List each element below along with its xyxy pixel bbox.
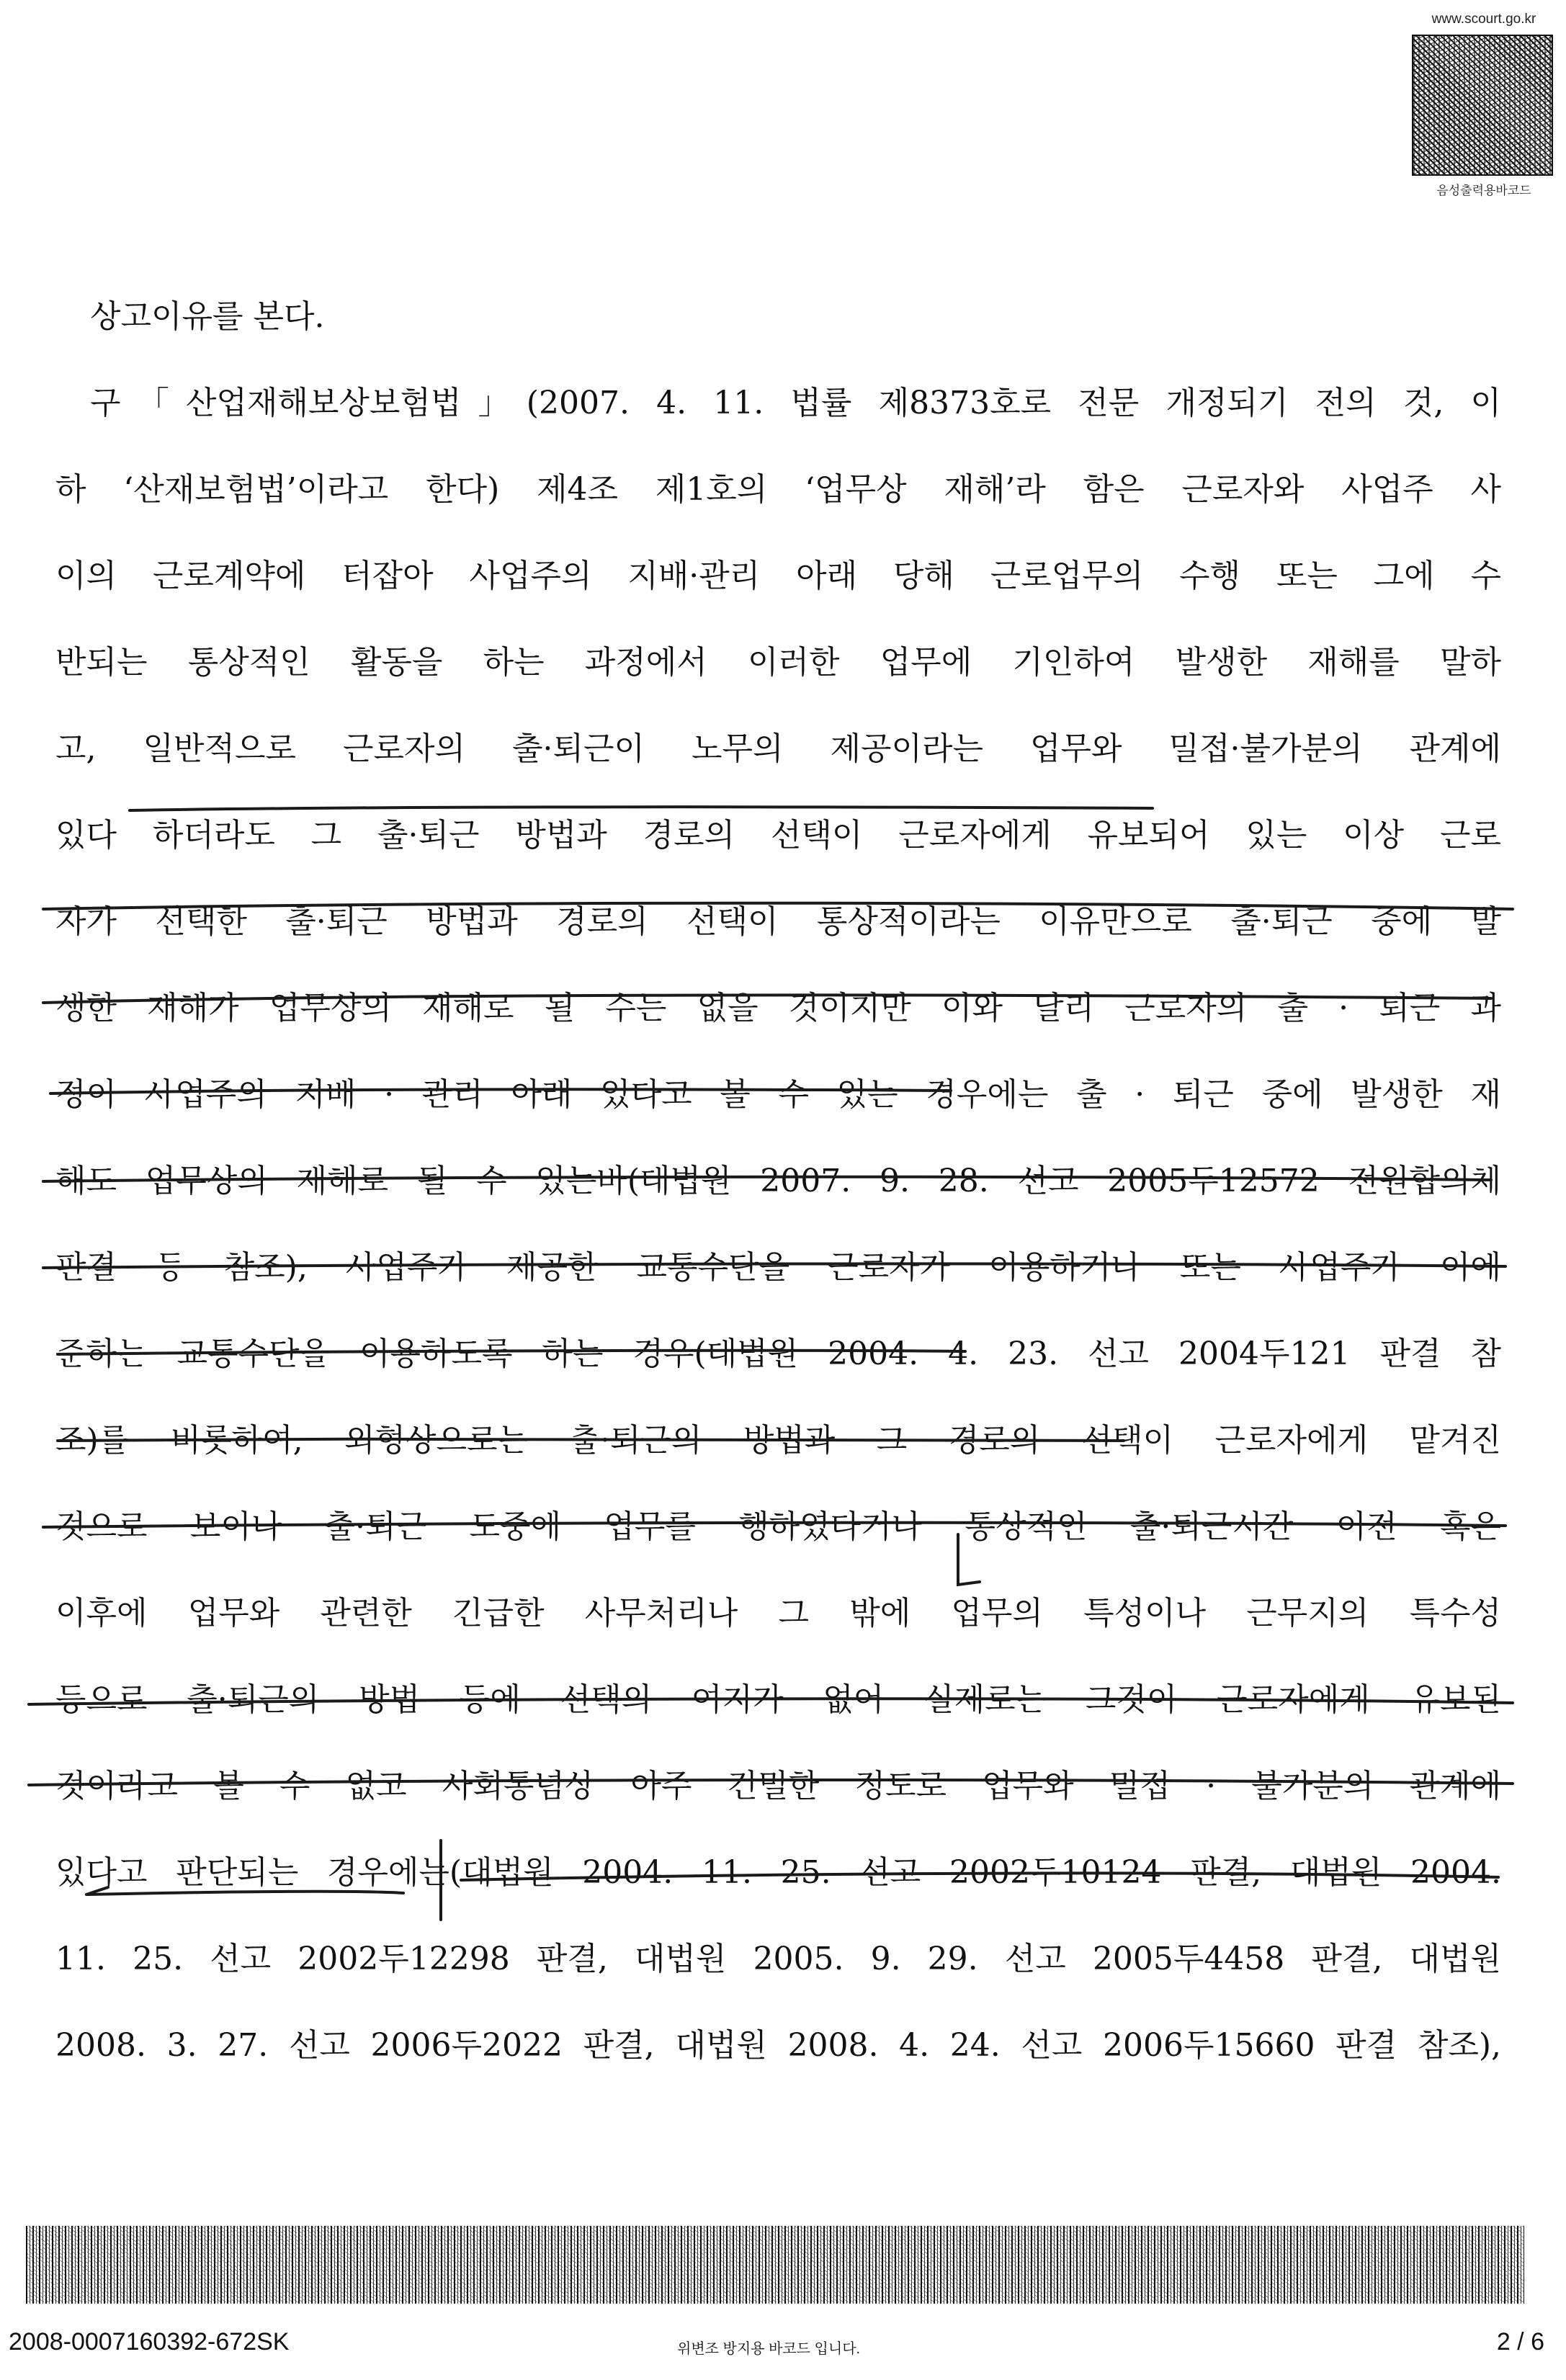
barcode-caption: 음성출력용바코드	[1436, 184, 1531, 197]
site-url: www.scourt.go.kr	[1431, 12, 1536, 27]
text-line: 생한 재해가 업무상의 재해로 될 수는 없을 것이지만 이와 달리 근로자의 출 · 퇴근 과	[55, 990, 1501, 1026]
audio-barcode-icon	[1412, 35, 1553, 176]
text-line: 있다고 판단되는 경우에는(대법원 2004. 11. 25. 선고 2002두10124 판결, 대법원 2004.	[55, 1854, 1501, 1891]
case-number: 2008-0007160392-672SK	[9, 2328, 290, 2356]
text-line: 등으로 출·퇴근의 방법 등에 선택의 여지가 없어 실제로는 그것이 근로자에게 유보된	[55, 1681, 1501, 1718]
text-line: 해도 업무상의 재해로 될 수 있는바(대법원 2007. 9. 28. 선고 2005두12572 전원합의체	[55, 1163, 1501, 1199]
text-line: 판결 등 참조), 사업주가 제공한 교통수단을 근로자가 이용하거나 또는 사업주가 이에	[55, 1249, 1501, 1286]
anti-forgery-barcode	[26, 2226, 1524, 2304]
text-line: 이후에 업무와 관련한 긴급한 사무처리나 그 밖에 업무의 특성이나 근무지의 특수성	[55, 1595, 1501, 1632]
page-number: 2 / 6	[1496, 2328, 1544, 2356]
text-line: 하 ‘산재보험법’이라고 한다) 제4조 제1호의 ‘업무상 재해’라 함은 근로자와 사업주 사	[55, 471, 1501, 508]
text-line: 구「산업재해보상보험법」(2007. 4. 11. 법률 제8373호로 전문 개정되기 전의 것, 이	[90, 385, 1501, 421]
text-line: 있다 하더라도 그 출·퇴근 방법과 경로의 선택이 근로자에게 유보되어 있는 이상 근로	[55, 817, 1501, 854]
text-line: 자가 선택한 출·퇴근 방법과 경로의 선택이 통상적이라는 이유만으로 출·퇴근 중에 발	[55, 903, 1501, 940]
text-line: 정이 사업주의 지배 · 관리 아래 있다고 볼 수 있는 경우에는 출 · 퇴근 중에 발생한 재	[55, 1076, 1501, 1113]
text-line: 것이라고 볼 수 없고 사회통념상 아주 긴밀한 정도로 업무와 밀접 · 불가분의 관계에	[55, 1768, 1501, 1804]
barcode-note: 위변조 방지용 바코드 입니다.	[677, 2341, 861, 2357]
text-line: 것으로 보이나 출·퇴근 도중에 업무를 행하였다거나 통상적인 출·퇴근시간 이전 혹은	[55, 1508, 1501, 1545]
text-line: 반되는 통상적인 활동을 하는 과정에서 이러한 업무에 기인하여 발생한 재해를 말하	[55, 644, 1501, 681]
text-line: 조)를 비롯하여, 외형상으로는 출·퇴근의 방법과 그 경로의 선택이 근로자에게 맡겨진	[55, 1422, 1501, 1459]
judgment-body	[55, 274, 1501, 2089]
text-line: 준하는 교통수단을 이용하도록 하는 경우(대법원 2004. 4. 23. 선고 2004두121 판결 참	[55, 1336, 1501, 1372]
text-line: 고, 일반적으로 근로자의 출·퇴근이 노무의 제공이라는 업무와 밀접·불가분의 관계에	[55, 730, 1501, 767]
text-line: 상고이유를 본다.	[90, 298, 325, 335]
text-line: 2008. 3. 27. 선고 2006두2022 판결, 대법원 2008. 4. 24. 선고 2006두15660 판결 참조),	[55, 2027, 1501, 2064]
text-line: 이의 근로계약에 터잡아 사업주의 지배·관리 아래 당해 근로업무의 수행 또는 그에 수	[55, 558, 1501, 594]
text-line: 11. 25. 선고 2002두12298 판결, 대법원 2005. 9. 29. 선고 2005두4458 판결, 대법원	[55, 1941, 1501, 1977]
